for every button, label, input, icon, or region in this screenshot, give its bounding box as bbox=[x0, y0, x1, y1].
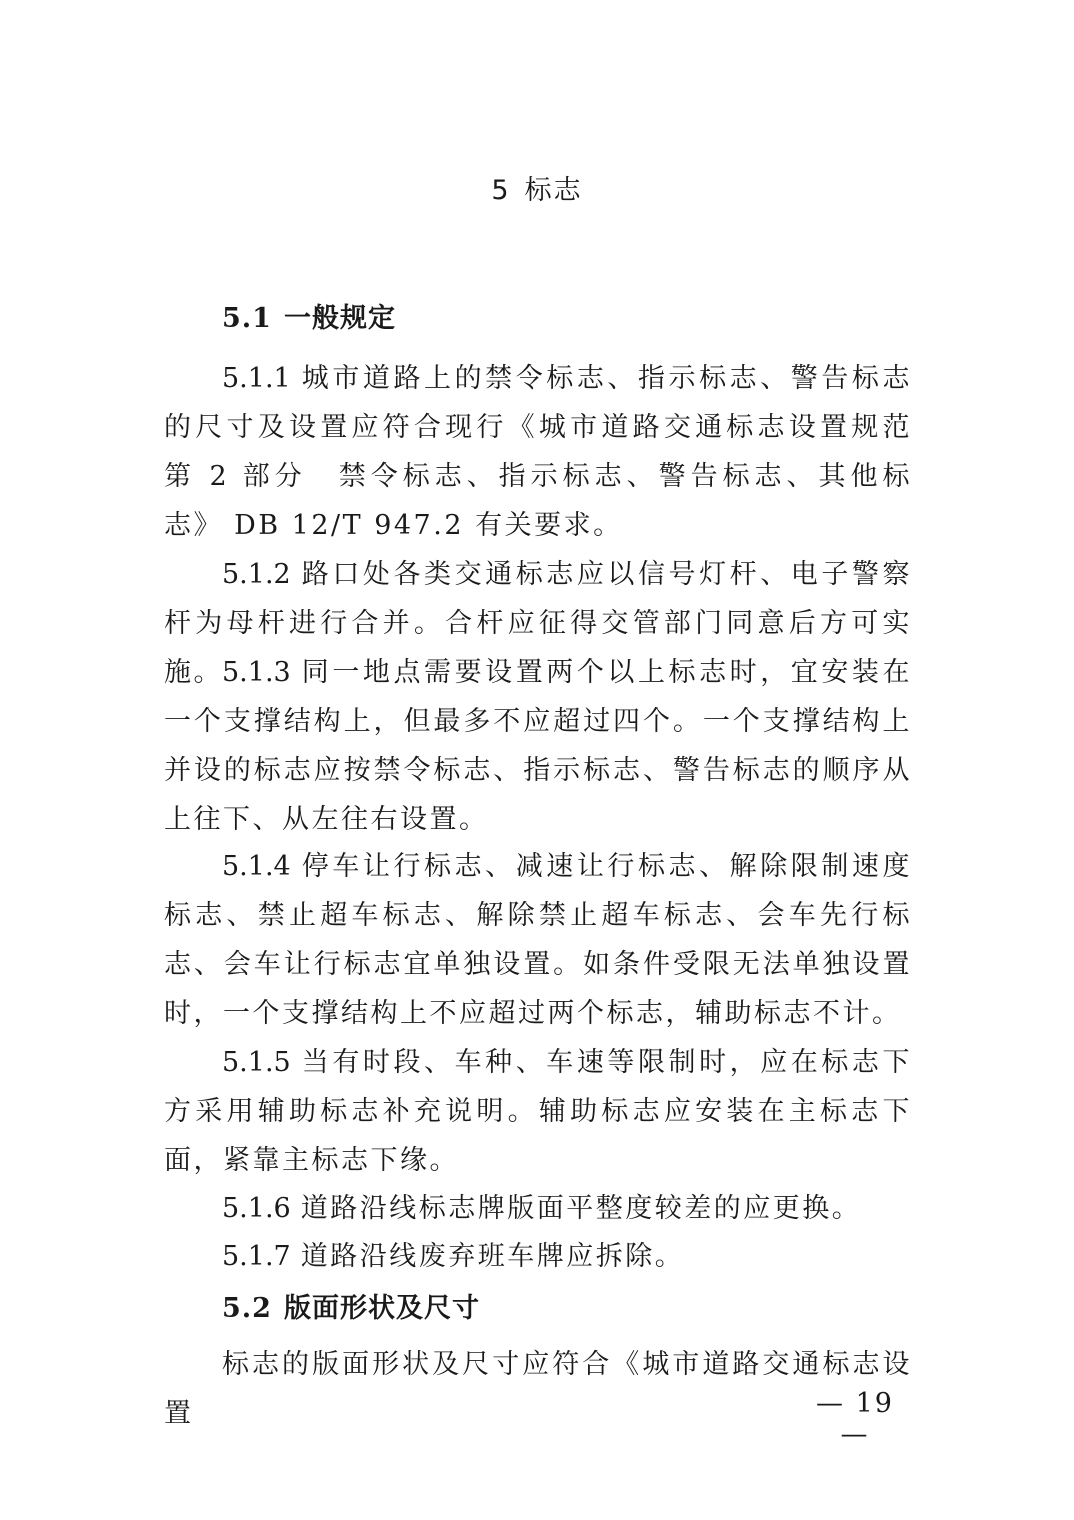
section-number: 5.2 bbox=[222, 1293, 272, 1324]
clause-text: 路口处各类交通标志应以信号灯杆、电子警察杆为母杆进行合并。合杆应征得交管部门同意后方可实施。 bbox=[164, 559, 912, 688]
body-text: 标志的版面形状及尺寸应符合《城市道路交通标志设置 bbox=[164, 1349, 912, 1429]
chapter-number: 5 bbox=[491, 175, 511, 206]
clause-text: 道路沿线废弃班车牌应拆除。 bbox=[300, 1241, 685, 1272]
page-number: — 19 — bbox=[816, 1388, 894, 1450]
clause-5-1-3 bbox=[164, 648, 912, 844]
clause-number: 5.1.5 bbox=[222, 1047, 291, 1078]
clause-text: 当有时段、车种、车速等限制时，应在标志下方采用辅助标志补充说明。辅助标志应安装在主标志下面，紧靠主标志下缘。 bbox=[164, 1047, 912, 1176]
section-number: 5.1 bbox=[222, 303, 272, 334]
clause-5-1-1 bbox=[164, 354, 942, 550]
clause-text: 同一地点需要设置两个以上标志时，宜安装在一个支撑结构上，但最多不应超过四个。一个支撑结构上并设的标志应按禁令标志、指示标志、警告标志的顺序从上往下、从左往右设置。 bbox=[164, 657, 912, 835]
clause-5-1-7 bbox=[164, 1232, 912, 1281]
section-heading-5-2 bbox=[222, 1286, 480, 1325]
clause-number: 5.1.4 bbox=[222, 851, 291, 882]
clause-number: 5.1.2 bbox=[222, 559, 291, 590]
chapter-title-text: 标志 bbox=[524, 175, 583, 206]
section-heading-5-1 bbox=[222, 296, 396, 335]
clause-5-1-5 bbox=[164, 1038, 912, 1185]
section-title: 一般规定 bbox=[283, 303, 396, 334]
clause-number: 5.1.1 bbox=[222, 363, 291, 394]
clause-text: 停车让行标志、减速让行标志、解除限制速度标志、禁止超车标志、解除禁止超车标志、会车先行标志、会车让行标志宜单独设置。如条件受限无法单独设置时，一个支撑结构上不应超过两个标志，辅助标志不计。 bbox=[164, 851, 912, 1029]
clause-number: 5.1.7 bbox=[222, 1241, 291, 1272]
chapter-title bbox=[0, 168, 1074, 207]
section-title: 版面形状及尺寸 bbox=[283, 1293, 480, 1324]
clause-5-1-6 bbox=[164, 1184, 912, 1233]
clause-text: 道路沿线标志牌版面平整度较差的应更换。 bbox=[300, 1193, 862, 1224]
clause-number: 5.1.3 bbox=[222, 657, 291, 688]
clause-number: 5.1.6 bbox=[222, 1193, 291, 1224]
clause-text: 城市道路上的禁令标志、指示标志、警告标志的尺寸及设置应符合现行《城市道路交通标志设置规范 第 2 部分 禁令标志、指示标志、警告标志、其他标志》 DB 12/T 947.2 有关要求。 bbox=[164, 363, 942, 541]
clause-5-1-4 bbox=[164, 842, 912, 1038]
